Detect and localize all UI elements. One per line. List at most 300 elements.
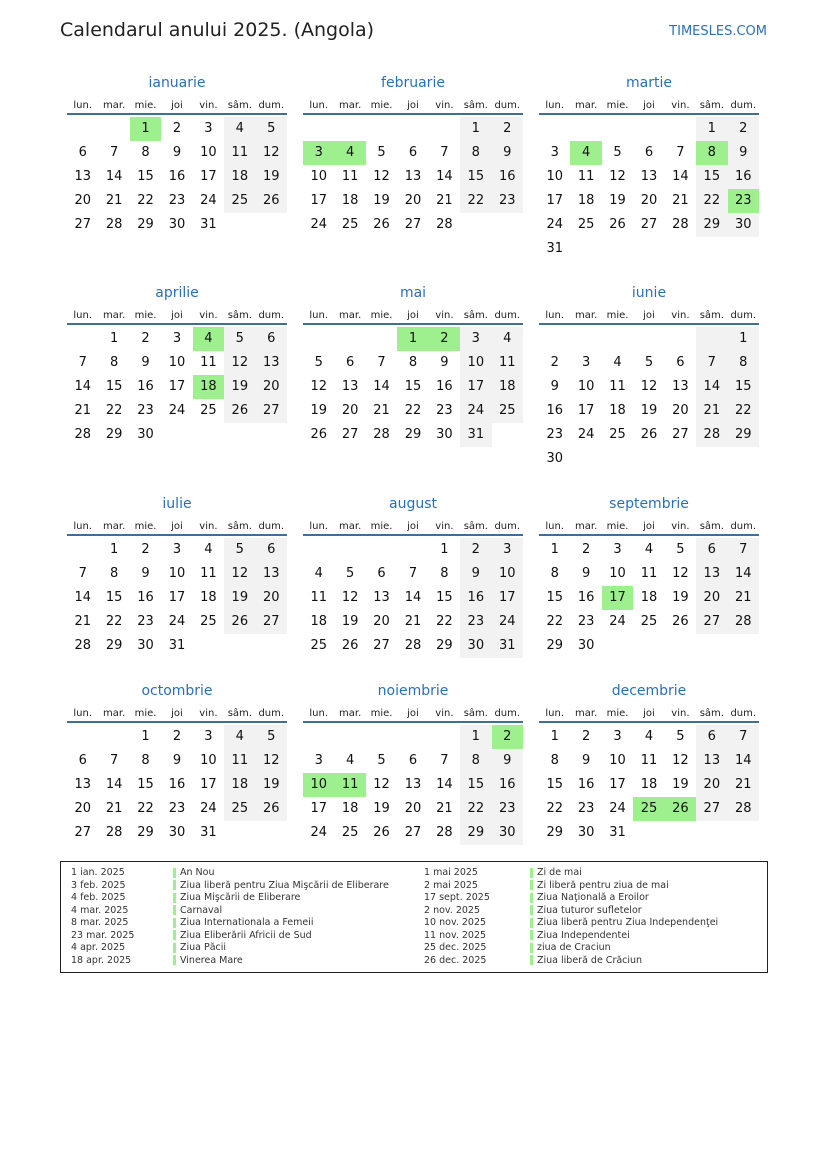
holiday-day: 26 <box>665 797 696 821</box>
day-cell: 29 <box>105 638 123 653</box>
legend-holiday <box>173 917 389 930</box>
weekday-label: dum. <box>494 100 521 111</box>
month-noiembrie <box>303 681 523 845</box>
day-cell: 29 <box>436 638 453 653</box>
legend-date: 1 mai 2025 <box>424 867 478 878</box>
legend-holiday-name: Zi de mai <box>537 867 582 878</box>
day-cell: 16 <box>577 590 595 605</box>
day-cell: 5 <box>377 753 386 768</box>
legend-holiday <box>530 880 718 893</box>
day-cell: 13 <box>256 562 287 586</box>
day-cell: 23 <box>168 193 186 208</box>
weekday-header <box>67 701 287 723</box>
day-cell: 11 <box>224 749 255 773</box>
weekday-header <box>539 514 759 536</box>
day-cell: 18 <box>640 590 658 605</box>
day-cell: 30 <box>436 427 453 442</box>
day-cell: 21 <box>74 614 91 629</box>
day-cell: 12 <box>672 566 689 581</box>
day-cell: 4 <box>613 355 622 370</box>
weekday-label: lun. <box>545 310 565 321</box>
day-cell: 16 <box>492 773 523 797</box>
holiday-marker <box>173 930 176 940</box>
weekday-label: lun. <box>545 100 565 111</box>
day-cell: 22 <box>436 614 453 629</box>
weekday-label: sâm. <box>699 100 724 111</box>
weekday-label: mie. <box>370 708 393 719</box>
day-cell: 9 <box>581 566 591 581</box>
day-cell: 19 <box>256 165 287 189</box>
day-cell: 6 <box>256 327 287 351</box>
day-cell: 22 <box>137 801 154 816</box>
weekday-label: lun. <box>545 708 565 719</box>
day-cell: 31 <box>200 217 217 232</box>
day-cell: 10 <box>200 145 217 160</box>
day-cell: 30 <box>168 825 186 840</box>
empty-cell <box>98 117 129 141</box>
legend-holiday <box>530 955 718 968</box>
day-cell: 21 <box>696 399 727 423</box>
weekday-label: mar. <box>103 310 126 321</box>
day-cell: 1 <box>550 542 559 557</box>
holiday-marker <box>173 918 176 928</box>
day-cell: 3 <box>613 729 622 744</box>
weekday-label: mar. <box>103 521 126 532</box>
day-cell: 9 <box>172 753 182 768</box>
weekday-header <box>67 93 287 115</box>
legend-holiday <box>173 867 389 880</box>
day-cell: 23 <box>436 403 453 418</box>
weekday-label: sâm. <box>463 310 488 321</box>
weekday-label: mar. <box>103 708 126 719</box>
day-cell: 1 <box>109 542 119 557</box>
weekday-label: vin. <box>671 310 690 321</box>
day-cell: 6 <box>644 145 654 160</box>
weekday-label: mar. <box>339 100 362 111</box>
day-cell: 6 <box>696 538 727 562</box>
day-grid <box>67 538 287 658</box>
day-cell: 30 <box>728 213 759 237</box>
day-cell: 25 <box>200 614 217 629</box>
day-grid <box>303 327 523 447</box>
day-cell: 25 <box>492 399 523 423</box>
day-cell: 3 <box>172 542 182 557</box>
legend-holiday <box>173 880 389 893</box>
day-cell: 19 <box>640 403 658 418</box>
legend-date: 4 apr. 2025 <box>71 942 126 953</box>
day-cell: 13 <box>404 169 422 184</box>
day-cell: 19 <box>224 375 255 399</box>
day-cell: 27 <box>373 638 390 653</box>
day-cell: 22 <box>404 403 422 418</box>
empty-cell <box>696 327 727 351</box>
day-cell: 9 <box>172 145 182 160</box>
day-cell: 29 <box>728 423 759 447</box>
day-cell: 1 <box>696 117 727 141</box>
weekday-label: mar. <box>339 310 362 321</box>
weekday-label: mar. <box>103 100 126 111</box>
day-cell: 30 <box>577 638 595 653</box>
weekday-label: lun. <box>73 708 93 719</box>
day-cell: 17 <box>460 375 491 399</box>
weekday-label: mie. <box>606 100 629 111</box>
day-cell: 4 <box>644 542 654 557</box>
holiday-day: 25 <box>633 797 664 821</box>
day-cell: 16 <box>460 586 491 610</box>
day-cell: 20 <box>672 403 689 418</box>
holiday-day: 4 <box>334 141 365 165</box>
empty-cell <box>303 538 334 562</box>
day-cell: 22 <box>460 189 491 213</box>
day-cell: 13 <box>696 562 727 586</box>
day-cell: 9 <box>460 562 491 586</box>
legend-holiday <box>173 905 389 918</box>
day-cell: 31 <box>492 634 523 658</box>
legend-holiday-name: Ziua liberă pentru Ziua Independenţei <box>537 917 719 928</box>
day-cell: 14 <box>436 777 453 792</box>
empty-cell <box>539 117 570 141</box>
day-cell: 31 <box>546 241 563 256</box>
day-cell: 15 <box>728 375 759 399</box>
holiday-day: 3 <box>303 141 334 165</box>
empty-cell <box>366 327 397 351</box>
day-cell: 20 <box>74 801 91 816</box>
day-cell: 9 <box>440 355 449 370</box>
day-cell: 23 <box>492 797 523 821</box>
weekday-label: sâm. <box>463 708 488 719</box>
holiday-marker <box>173 955 176 965</box>
day-cell: 26 <box>256 797 287 821</box>
legend-dates-left <box>71 867 134 967</box>
weekday-label: sâm. <box>227 310 252 321</box>
day-cell: 9 <box>550 379 559 394</box>
legend-date: 25 dec. 2025 <box>424 942 487 953</box>
day-cell: 13 <box>672 379 689 394</box>
day-cell: 5 <box>644 355 654 370</box>
weekday-label: mar. <box>575 708 598 719</box>
holiday-legend <box>60 861 768 973</box>
day-cell: 7 <box>440 145 449 160</box>
month-title: iunie <box>631 285 667 301</box>
legend-date: 2 nov. 2025 <box>424 904 480 916</box>
day-cell: 22 <box>728 399 759 423</box>
day-cell: 25 <box>640 614 658 629</box>
weekday-header <box>303 303 523 325</box>
day-cell: 7 <box>728 538 759 562</box>
day-cell: 17 <box>546 193 563 208</box>
legend-holiday-name: Carnaval <box>180 904 223 916</box>
day-cell: 13 <box>373 590 390 605</box>
weekday-header <box>303 514 523 536</box>
day-cell: 12 <box>373 169 390 184</box>
day-cell: 9 <box>581 753 591 768</box>
day-cell: 7 <box>728 725 759 749</box>
legend-date: 8 mar. 2025 <box>71 917 129 928</box>
day-cell: 24 <box>168 614 186 629</box>
day-cell: 4 <box>314 566 323 581</box>
day-grid <box>303 117 523 237</box>
page-title: Calendarul anului 2025. (Angola) <box>60 19 375 41</box>
day-cell: 7 <box>78 355 87 370</box>
day-cell: 28 <box>74 638 91 653</box>
empty-cell <box>67 327 98 351</box>
day-cell: 24 <box>546 217 563 232</box>
day-cell: 24 <box>609 614 626 629</box>
day-cell: 26 <box>341 638 359 653</box>
weekday-label: lun. <box>73 521 93 532</box>
holiday-day: 1 <box>397 327 428 351</box>
empty-cell <box>67 725 98 749</box>
day-cell: 7 <box>440 753 449 768</box>
day-cell: 12 <box>224 562 255 586</box>
day-cell: 15 <box>404 379 422 394</box>
day-grid <box>303 725 523 845</box>
weekday-label: vin. <box>435 521 454 532</box>
day-cell: 30 <box>168 217 186 232</box>
day-cell: 16 <box>168 777 186 792</box>
day-cell: 3 <box>492 538 523 562</box>
weekday-label: mie. <box>134 521 157 532</box>
holiday-day: 4 <box>193 327 224 351</box>
legend-holiday <box>530 917 718 930</box>
day-cell: 27 <box>341 427 359 442</box>
day-cell: 26 <box>373 825 390 840</box>
day-cell: 19 <box>224 586 255 610</box>
weekday-label: vin. <box>435 708 454 719</box>
day-cell: 11 <box>640 566 658 581</box>
day-cell: 2 <box>550 355 559 370</box>
day-cell: 26 <box>310 427 327 442</box>
day-cell: 7 <box>408 566 418 581</box>
month-title: august <box>389 496 437 512</box>
day-cell: 17 <box>310 801 327 816</box>
day-cell: 13 <box>74 777 91 792</box>
weekday-label: joi <box>407 100 419 111</box>
day-cell: 8 <box>109 355 119 370</box>
day-cell: 18 <box>224 165 255 189</box>
holiday-marker <box>530 930 533 940</box>
day-cell: 24 <box>310 217 327 232</box>
weekday-label: mie. <box>606 521 629 532</box>
month-title: iulie <box>162 496 192 512</box>
day-cell: 22 <box>460 797 491 821</box>
day-cell: 5 <box>676 542 685 557</box>
day-cell: 20 <box>74 193 91 208</box>
legend-holiday-name: An Nou <box>180 867 215 878</box>
weekday-header <box>67 303 287 325</box>
day-grid <box>303 538 523 658</box>
day-cell: 5 <box>256 725 287 749</box>
weekday-label: mie. <box>134 310 157 321</box>
day-cell: 21 <box>436 193 453 208</box>
day-cell: 1 <box>109 331 119 346</box>
legend-date: 11 nov. 2025 <box>424 929 487 941</box>
day-cell: 9 <box>141 566 150 581</box>
legend-holiday-name: Ziua liberă pentru Ziua Mişcării de Eliberare <box>180 879 389 891</box>
day-cell: 24 <box>609 801 626 816</box>
day-cell: 13 <box>696 749 727 773</box>
month-septembrie <box>539 494 759 658</box>
day-cell: 21 <box>672 193 689 208</box>
empty-cell <box>303 117 334 141</box>
weekday-label: dum. <box>730 310 757 321</box>
weekday-label: vin. <box>199 310 218 321</box>
weekday-header <box>67 514 287 536</box>
weekday-label: sâm. <box>699 310 724 321</box>
day-cell: 9 <box>728 141 759 165</box>
day-cell: 4 <box>224 725 255 749</box>
day-cell: 21 <box>728 586 759 610</box>
weekday-label: mar. <box>575 521 598 532</box>
month-title: aprilie <box>155 285 199 301</box>
day-grid <box>539 725 759 845</box>
day-cell: 3 <box>550 145 559 160</box>
day-cell: 6 <box>676 355 685 370</box>
legend-date: 4 mar. 2025 <box>71 904 129 916</box>
legend-names-right <box>530 867 718 967</box>
weekday-label: joi <box>643 100 655 111</box>
empty-cell <box>334 538 365 562</box>
day-cell: 2 <box>141 542 150 557</box>
brand-link[interactable]: TIMESLES.COM <box>669 24 767 39</box>
day-cell: 10 <box>310 169 327 184</box>
day-cell: 22 <box>696 189 727 213</box>
day-cell: 2 <box>581 542 591 557</box>
day-cell: 16 <box>728 165 759 189</box>
weekday-label: joi <box>171 521 183 532</box>
day-cell: 14 <box>404 590 422 605</box>
weekday-header <box>539 303 759 325</box>
weekday-header <box>539 93 759 115</box>
day-cell: 16 <box>137 379 154 394</box>
day-cell: 14 <box>436 169 453 184</box>
day-cell: 17 <box>492 586 523 610</box>
weekday-label: sâm. <box>699 521 724 532</box>
day-cell: 29 <box>137 825 154 840</box>
day-cell: 17 <box>577 403 595 418</box>
weekday-label: vin. <box>671 521 690 532</box>
legend-date: 23 mar. 2025 <box>71 929 135 941</box>
day-cell: 15 <box>460 773 491 797</box>
day-cell: 5 <box>224 538 255 562</box>
weekday-label: joi <box>643 708 655 719</box>
day-cell: 2 <box>172 729 182 744</box>
day-cell: 15 <box>105 590 123 605</box>
legend-holiday <box>173 892 389 905</box>
legend-date: 26 dec. 2025 <box>424 954 487 966</box>
day-cell: 10 <box>200 753 217 768</box>
day-cell: 16 <box>137 590 154 605</box>
day-cell: 19 <box>373 801 390 816</box>
weekday-label: lun. <box>309 521 329 532</box>
day-cell: 9 <box>492 141 523 165</box>
day-cell: 8 <box>440 566 449 581</box>
weekday-label: lun. <box>73 100 93 111</box>
day-cell: 12 <box>640 379 658 394</box>
day-cell: 26 <box>224 399 255 423</box>
legend-holiday <box>530 930 718 943</box>
legend-date: 18 apr. 2025 <box>71 954 132 966</box>
weekday-label: joi <box>643 310 655 321</box>
empty-cell <box>665 327 696 351</box>
day-cell: 6 <box>256 538 287 562</box>
day-cell: 20 <box>404 193 422 208</box>
day-cell: 8 <box>109 566 119 581</box>
day-cell: 2 <box>728 117 759 141</box>
weekday-label: dum. <box>494 310 521 321</box>
day-cell: 7 <box>676 145 685 160</box>
day-cell: 20 <box>696 586 727 610</box>
day-cell: 15 <box>460 165 491 189</box>
day-cell: 19 <box>609 193 626 208</box>
legend-holiday <box>173 955 389 968</box>
empty-cell <box>570 117 601 141</box>
weekday-label: mie. <box>370 310 393 321</box>
day-cell: 18 <box>577 193 595 208</box>
day-cell: 17 <box>200 777 217 792</box>
empty-cell <box>334 725 365 749</box>
day-cell: 23 <box>137 403 154 418</box>
weekday-label: joi <box>407 708 419 719</box>
weekday-label: vin. <box>199 521 218 532</box>
day-cell: 11 <box>310 590 327 605</box>
day-cell: 3 <box>613 542 622 557</box>
day-cell: 27 <box>672 427 689 442</box>
weekday-label: joi <box>407 521 419 532</box>
weekday-label: lun. <box>545 521 565 532</box>
day-cell: 12 <box>224 351 255 375</box>
empty-cell <box>397 725 428 749</box>
empty-cell <box>397 117 428 141</box>
day-cell: 25 <box>224 189 255 213</box>
holiday-day: 10 <box>303 773 334 797</box>
day-cell: 15 <box>137 777 154 792</box>
day-cell: 15 <box>436 590 453 605</box>
month-august <box>303 494 523 658</box>
day-cell: 30 <box>460 634 491 658</box>
day-cell: 14 <box>696 375 727 399</box>
day-cell: 31 <box>609 825 626 840</box>
day-cell: 8 <box>141 145 150 160</box>
day-cell: 13 <box>256 351 287 375</box>
weekday-label: sâm. <box>227 521 252 532</box>
day-cell: 21 <box>105 801 123 816</box>
day-cell: 28 <box>728 797 759 821</box>
day-cell: 20 <box>696 773 727 797</box>
day-cell: 6 <box>377 566 386 581</box>
weekday-label: mar. <box>339 708 362 719</box>
day-cell: 20 <box>256 586 287 610</box>
day-cell: 5 <box>256 117 287 141</box>
day-cell: 16 <box>492 165 523 189</box>
day-cell: 5 <box>676 729 685 744</box>
holiday-day: 23 <box>728 189 759 213</box>
day-cell: 27 <box>256 610 287 634</box>
day-cell: 4 <box>492 327 523 351</box>
day-cell: 15 <box>546 590 563 605</box>
legend-holiday-name: Ziua Naţională a Eroilor <box>537 892 649 903</box>
month-title: martie <box>626 75 672 91</box>
day-cell: 24 <box>200 193 217 208</box>
weekday-label: vin. <box>199 708 218 719</box>
month-iulie <box>67 494 287 658</box>
day-cell: 3 <box>204 729 213 744</box>
weekday-label: dum. <box>730 521 757 532</box>
empty-cell <box>366 538 397 562</box>
day-cell: 18 <box>341 801 359 816</box>
day-cell: 5 <box>613 145 622 160</box>
legend-holiday <box>530 942 718 955</box>
